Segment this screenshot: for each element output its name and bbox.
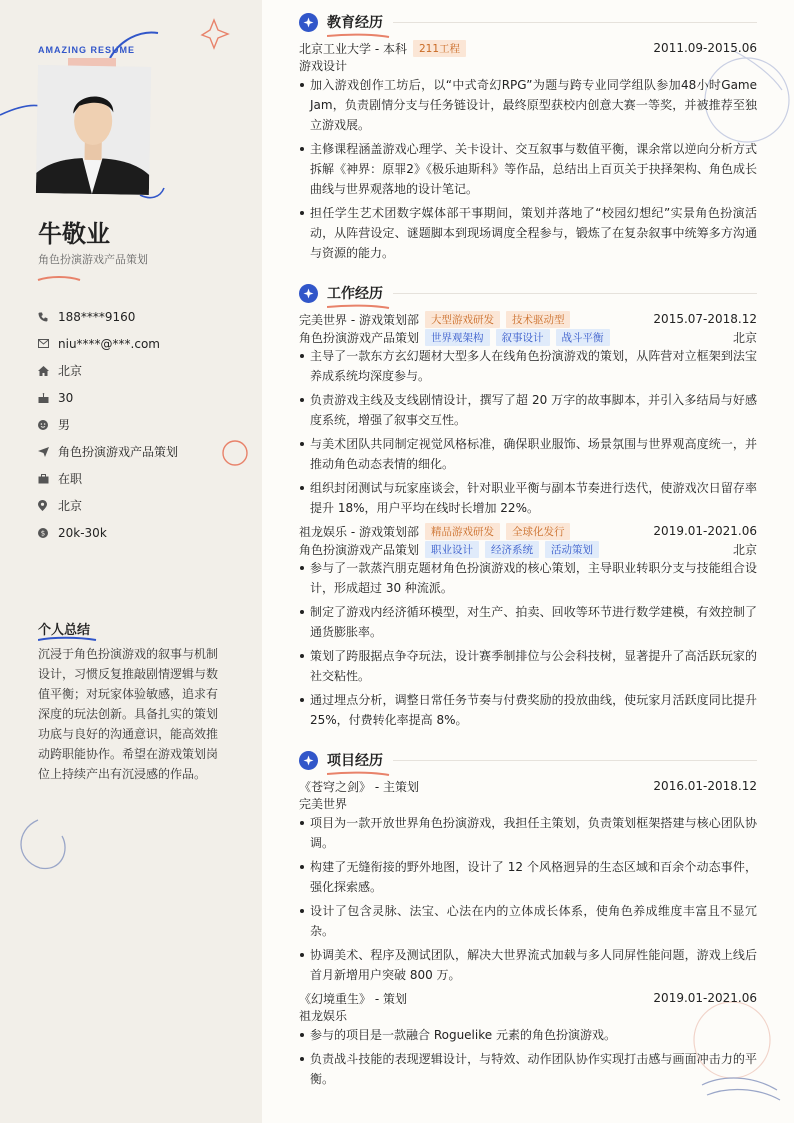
summary-text: 沉浸于角色扮演游戏的叙事与机制设计，习惯反复推敲剧情逻辑与数值平衡；对玩家体验敏感，追求有深度的玩法创新。具备扎实的策划功底与良好的沟通意识，能高效推动跨职能协作。希望在游戏策划岗位上持续产出有沉浸感的作品。 <box>38 647 219 781</box>
main-content <box>262 0 794 1123</box>
section-title: 工作经历 <box>327 286 383 302</box>
role-tag: 世界观架构 <box>425 329 490 346</box>
mail-icon <box>38 339 58 348</box>
job-company-row <box>299 522 757 540</box>
star-badge-icon <box>299 13 318 32</box>
list-item: 设计了包含灵脉、法宝、心法在内的立体成长体系，使角色养成维度丰富且不显冗杂。 <box>299 901 757 941</box>
list-item: 主导了一款东方玄幻题材大型多人在线角色扮演游戏的策划，从阵营对立框架到法宝养成系统均深度参与。 <box>299 346 757 386</box>
gender-icon <box>38 420 58 430</box>
role-tag: 经济系统 <box>485 541 539 558</box>
candidate-headline: 角色扮演游戏产品策划 <box>38 253 148 266</box>
contact-status <box>38 465 178 492</box>
project-bullets <box>299 1025 757 1089</box>
list-item: 项目为一款开放世界角色扮演游戏，我担任主策划，负责策划框架搭建与核心团队协调。 <box>299 813 757 853</box>
role-tag: 活动策划 <box>545 541 599 558</box>
education-period: 2011.09-2015.06 <box>653 41 757 55</box>
cake-icon <box>38 393 58 403</box>
company-tag: 大型游戏研发 <box>425 311 500 328</box>
contact-target-role <box>38 438 178 465</box>
list-item: 加入游戏创作工坊后，以“中式奇幻RPG”为题与跨专业同学组队参加48小时Game Jam，负责剧情分支与任务链设计，最终原型获校内创意大赛一等奖，并被推荐至独立游戏展。 <box>299 75 757 135</box>
sidebar <box>0 0 262 1123</box>
section-title: 教育经历 <box>327 15 383 31</box>
contact-city <box>38 357 178 384</box>
list-item: 主修课程涵盖游戏心理学、关卡设计、交互叙事与数值平衡，课余常以逆向分析方式拆解《神界：原罪2》《极乐迪斯科》等作品，总结出上百页关于抉择架构、角色成长曲线与世界观落地的设计笔记。 <box>299 139 757 199</box>
school-tag: 211工程 <box>413 40 466 57</box>
section-title: 项目经历 <box>327 753 383 769</box>
job-role-row <box>299 540 757 558</box>
list-item: 参与的项目是一款融合 Roguelike 元素的角色扮演游戏。 <box>299 1025 757 1045</box>
contact-salary <box>38 519 178 546</box>
company-tag: 精品游戏研发 <box>425 523 500 540</box>
job-bullets <box>299 558 757 730</box>
project-name: 《苍穹之剑》 - 主策划 <box>299 779 419 794</box>
job-period: 2015.07-2018.12 <box>653 312 757 326</box>
project-bullets <box>299 813 757 985</box>
contact-text: 角色扮演游戏产品策划 <box>58 445 179 459</box>
contact-text: 男 <box>58 418 71 432</box>
project-entry <box>299 989 757 1089</box>
job-company-row <box>299 310 757 328</box>
contact-text: 30 <box>58 390 74 405</box>
contact-text: 20k-30k <box>58 525 107 540</box>
project-row <box>299 777 757 795</box>
list-item: 负责游戏主线及支线剧情设计，撰写了超 20 万字的故事脚本，并引入多结局与好感度系统，增强了叙事交互性。 <box>299 390 757 430</box>
job-period: 2019.01-2021.06 <box>653 524 757 538</box>
contact-age <box>38 384 178 411</box>
svg-text:$: $ <box>40 529 46 538</box>
avatar <box>36 65 151 195</box>
company-tag: 全球化发行 <box>506 523 571 540</box>
section-header <box>299 282 757 304</box>
projects-section <box>299 749 757 1093</box>
job-role: 角色扮演游戏产品策划 <box>299 542 420 557</box>
list-item: 策划了跨服据点争夺玩法，设计赛季制排位与公会科技树，显著提升了高活跃玩家的社交粘性。 <box>299 646 757 686</box>
education-major: 游戏设计 <box>299 59 348 73</box>
company-tag: 技术驱动型 <box>506 311 571 328</box>
contact-location <box>38 492 178 519</box>
job-location: 北京 <box>732 542 757 557</box>
education-bullets <box>299 75 757 263</box>
phone-icon <box>38 312 58 322</box>
section-divider <box>393 22 757 23</box>
contact-list <box>38 303 178 546</box>
list-item: 构建了无缝衔接的野外地图，设计了 12 个风格迥异的生态区域和百余个动态事件，强化探索感。 <box>299 857 757 897</box>
location-pin-icon <box>38 500 58 511</box>
project-org: 祖龙娱乐 <box>299 1009 348 1023</box>
job-company: 完美世界 - 游戏策划部 <box>299 312 419 327</box>
project-period: 2019.01-2021.06 <box>653 991 757 1005</box>
work-section <box>299 282 757 734</box>
project-org: 完美世界 <box>299 797 348 811</box>
send-icon <box>38 447 58 457</box>
list-item: 参与了一款蒸汽朋克题材角色扮演游戏的核心策划，主导职业转职分支与技能组合设计，形成超过 30 种流派。 <box>299 558 757 598</box>
candidate-name: 牛敬业 <box>38 220 110 248</box>
job-location: 北京 <box>732 330 757 345</box>
section-divider <box>393 293 757 294</box>
section-header <box>299 11 757 33</box>
job-company: 祖龙娱乐 - 游戏策划部 <box>299 524 419 539</box>
summary-title: 个人总结 <box>38 623 91 638</box>
job-entry <box>299 522 757 730</box>
project-period: 2016.01-2018.12 <box>653 779 757 793</box>
contact-text: niu****@***.com <box>58 336 160 351</box>
contact-text: 188****9160 <box>58 309 136 324</box>
list-item: 制定了游戏内经济循环模型，对生产、拍卖、回收等环节进行数学建模，有效控制了通货膨胀率。 <box>299 602 757 642</box>
star-badge-icon <box>299 284 318 303</box>
job-entry <box>299 310 757 518</box>
section-header <box>299 749 757 771</box>
contact-text: 北京 <box>58 499 83 513</box>
contact-gender <box>38 411 178 438</box>
job-role-row <box>299 328 757 346</box>
list-item: 协调美术、程序及测试团队，解决大世界流式加载与多人同屏性能问题，游戏上线后首月新增用户突破 800 万。 <box>299 945 757 985</box>
list-item: 通过埋点分析，调整日常任务节奏与付费奖励的投放曲线，使玩家月活跃度同比提升 25%，付费转化率提高 8%。 <box>299 690 757 730</box>
list-item: 与美术团队共同制定视觉风格标准，确保职业服饰、场景氛围与世界观高度统一，并推动角色动态表情的细化。 <box>299 434 757 474</box>
list-item: 组织封闭测试与玩家座谈会，针对职业平衡与副本节奏进行迭代，使游戏次日留存率提升 18%，用户平均在线时长增加 22%。 <box>299 478 757 518</box>
role-tag: 职业设计 <box>425 541 479 558</box>
contact-text: 北京 <box>58 364 83 378</box>
star-badge-icon <box>299 751 318 770</box>
contact-email <box>38 330 178 357</box>
role-tag: 战斗平衡 <box>556 329 610 346</box>
salary-icon <box>38 528 58 538</box>
list-item: 担任学生艺术团数字媒体部干事期间，策划并落地了“校园幻想纪”实景角色扮演活动，从阵营设定、谜题脚本到现场调度全程参与，锻炼了在复杂叙事中统筹多方沟通与资源的能力。 <box>299 203 757 263</box>
home-icon <box>38 366 58 376</box>
project-row <box>299 989 757 1007</box>
education-section <box>299 11 757 267</box>
contact-text: 在职 <box>58 472 83 486</box>
education-row <box>299 39 757 57</box>
briefcase-icon <box>38 474 58 484</box>
contact-phone <box>38 303 178 330</box>
brand-label: AMAZING RESUME <box>38 45 135 55</box>
list-item: 负责战斗技能的表现逻辑设计，与特效、动作团队协作实现打击感与画面冲击力的平衡。 <box>299 1049 757 1089</box>
role-tag: 叙事设计 <box>496 329 550 346</box>
project-name: 《幻境重生》 - 策划 <box>299 991 407 1006</box>
summary-underline <box>38 636 98 642</box>
school-name: 北京工业大学 - 本科 <box>299 41 407 56</box>
job-role: 角色扮演游戏产品策划 <box>299 330 420 345</box>
project-entry <box>299 777 757 985</box>
section-divider <box>393 760 757 761</box>
job-bullets <box>299 346 757 518</box>
